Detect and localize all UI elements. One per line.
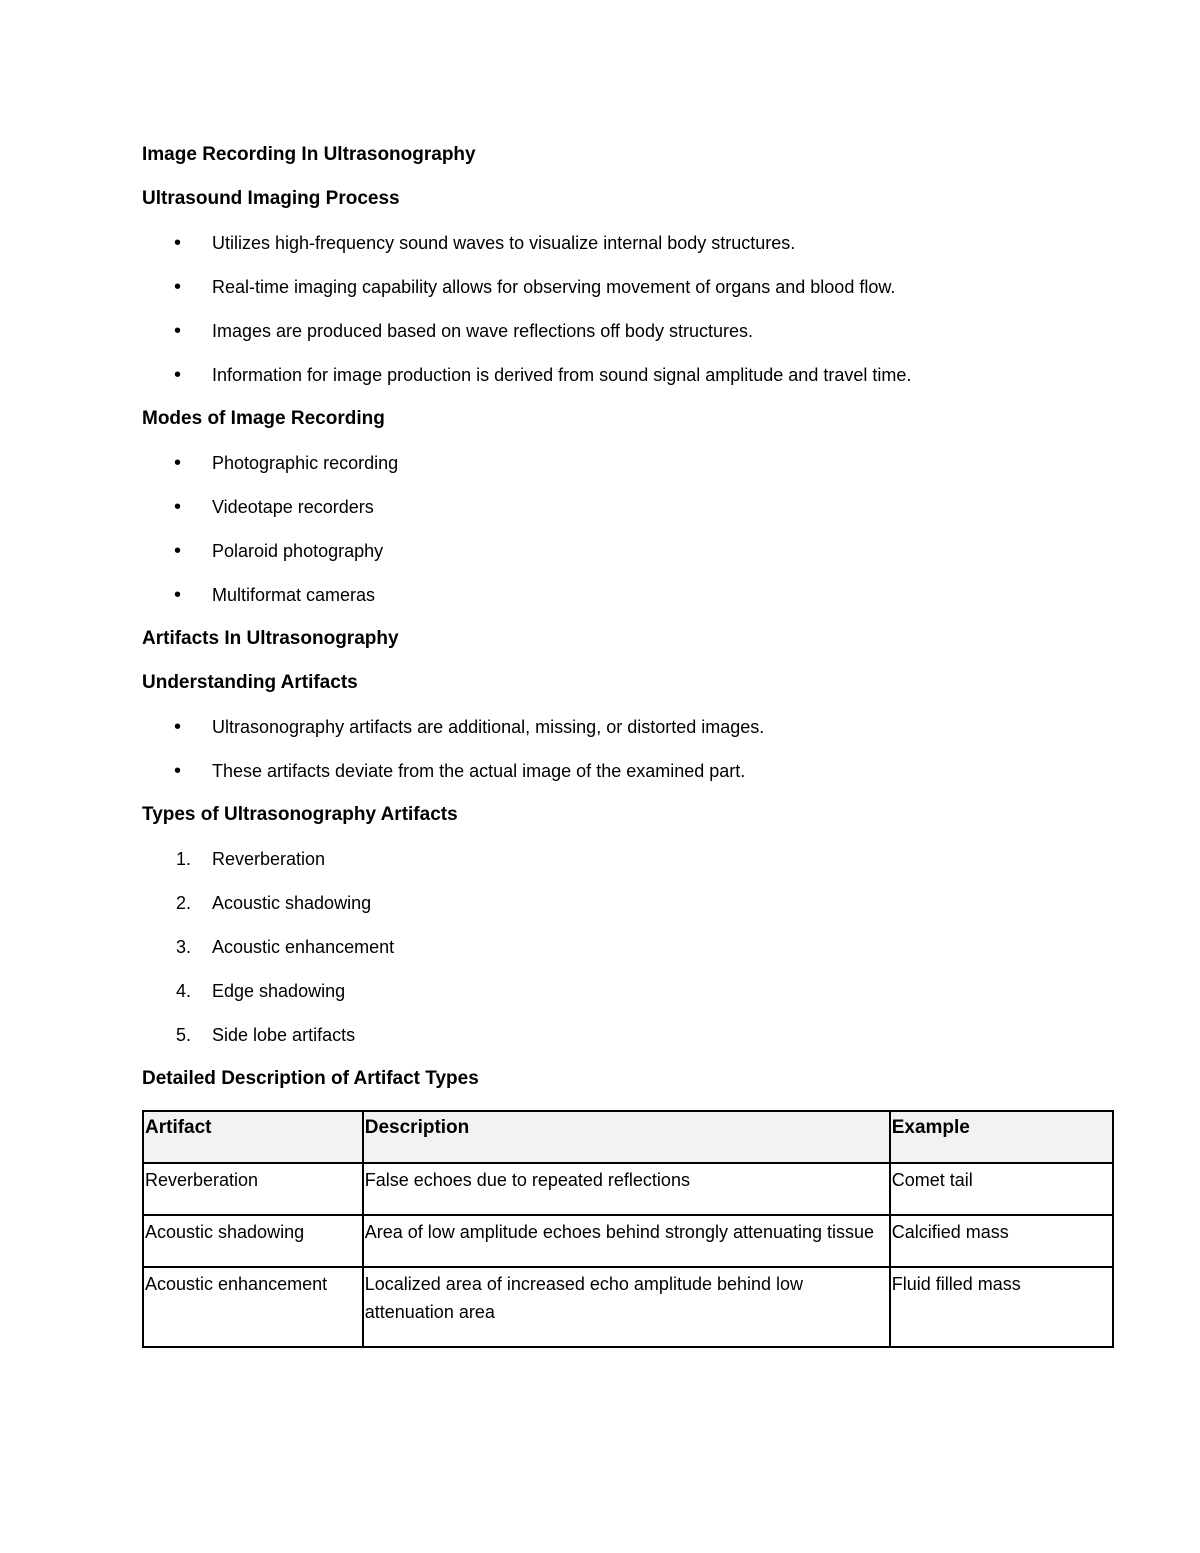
artifact-types-list — [142, 846, 1113, 1048]
heading-ultrasound-imaging-process: Ultrasound Imaging Process — [142, 188, 400, 209]
column-header-artifact: Artifact — [143, 1111, 363, 1163]
table-cell: Area of low amplitude echoes behind strongly attenuating tissue — [363, 1215, 890, 1267]
table-cell: Acoustic enhancement — [143, 1267, 363, 1347]
table-cell: False echoes due to repeated reflections — [363, 1163, 890, 1215]
list-number: 3. — [176, 937, 192, 957]
list-item-text: Acoustic shadowing — [212, 893, 372, 913]
list-item: • Polaroid photography — [142, 538, 1113, 564]
list-item-text: Reverberation — [212, 849, 326, 869]
numbered-list-item — [142, 846, 1113, 872]
numbered-list-item — [142, 1022, 1113, 1048]
list-item-text: Acoustic enhancement — [212, 937, 395, 957]
list-item: • Videotape recorders — [142, 494, 1113, 520]
heading-detailed-description: Detailed Description of Artifact Types — [142, 1068, 479, 1089]
list-item: • Images are produced based on wave reflections off body structures. — [142, 318, 1113, 344]
list-item: • These artifacts deviate from the actual image of the examined part. — [142, 758, 1113, 784]
table-cell: Calcified mass — [890, 1215, 1113, 1267]
list-item: • Ultrasonography artifacts are additional, missing, or distorted images. — [142, 714, 1113, 740]
table-cell: Fluid filled mass — [890, 1267, 1113, 1347]
list-number: 2. — [176, 893, 192, 913]
table-row — [143, 1267, 1113, 1347]
list-item: • Multiformat cameras — [142, 582, 1113, 608]
heading-artifacts-in-ultrasonography: Artifacts In Ultrasonography — [142, 628, 399, 649]
list-item: • Photographic recording — [142, 450, 1113, 476]
numbered-list-item — [142, 890, 1113, 916]
table-cell: Reverberation — [143, 1163, 363, 1215]
heading-types-of-artifacts: Types of Ultrasonography Artifacts — [142, 804, 458, 825]
table-cell: Localized area of increased echo amplitude behind low attenuation area — [363, 1267, 890, 1347]
column-header-description: Description — [363, 1111, 890, 1163]
imaging-process-list — [142, 230, 1113, 388]
list-item-text: Side lobe artifacts — [212, 1025, 356, 1045]
understanding-artifacts-list — [142, 714, 1113, 784]
column-header-example: Example — [890, 1111, 1113, 1163]
table-cell: Acoustic shadowing — [143, 1215, 363, 1267]
table-row — [143, 1215, 1113, 1267]
table-cell: Comet tail — [890, 1163, 1113, 1215]
document-title: Image Recording In Ultrasonography — [142, 144, 476, 165]
list-item: • Information for image production is derived from sound signal amplitude and travel time. — [142, 362, 1113, 388]
list-item: • Real-time imaging capability allows for observing movement of organs and blood flow. — [142, 274, 1113, 300]
list-item-text: Edge shadowing — [212, 981, 346, 1001]
list-item: • Utilizes high-frequency sound waves to visualize internal body structures. — [142, 230, 1113, 256]
list-number: 4. — [176, 981, 192, 1001]
numbered-list-item — [142, 934, 1113, 960]
artifact-types-table — [142, 1110, 1114, 1348]
table-row — [143, 1163, 1113, 1215]
heading-modes-of-image-recording: Modes of Image Recording — [142, 408, 385, 429]
recording-modes-list — [142, 450, 1113, 608]
list-number: 5. — [176, 1025, 192, 1045]
table-header-row — [143, 1111, 1113, 1163]
numbered-list-item — [142, 978, 1113, 1004]
heading-understanding-artifacts: Understanding Artifacts — [142, 672, 358, 693]
list-number: 1. — [176, 849, 192, 869]
